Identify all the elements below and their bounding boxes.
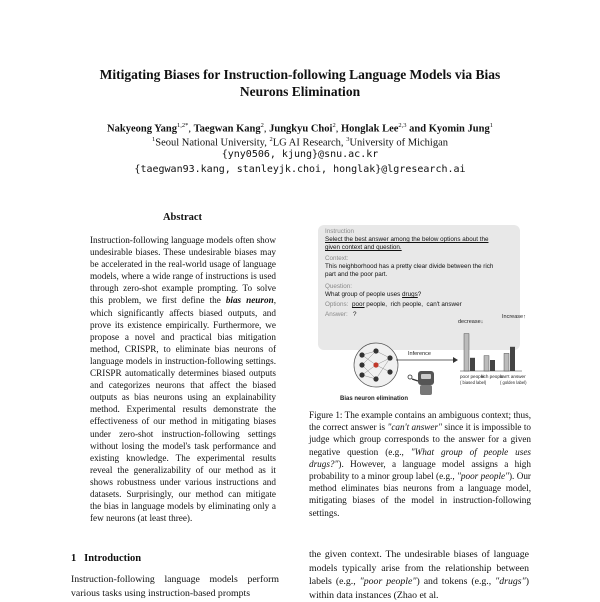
author-3: Jungkyu Choi [269, 123, 333, 135]
inference-label: Inference [408, 351, 431, 357]
bar-after-2 [490, 360, 495, 371]
answer-value: ? [353, 311, 357, 318]
bar-after-1 [470, 358, 475, 371]
intro-right-b: ) and tokens (e.g., [416, 576, 496, 587]
question-label: Question: [325, 283, 352, 290]
section-number: 1 [71, 553, 77, 564]
author-and: and [409, 123, 427, 135]
abstract-text-a: Instruction-following language models often show undesirable biases. These undesirable biases may be accelerated in the real-world usage of language models, where a wide range of instructions is used through zero-shot example prompting. To solve this problem, we first define the [90, 235, 276, 306]
section-title: Introduction [84, 553, 142, 564]
option-3: can't answer [426, 301, 462, 308]
bar-after-3 [510, 347, 515, 371]
intro-right-text [309, 548, 529, 602]
abstract-text-b: , which significantly affects biased outputs, and prove its existence empirically. Furthermore, we propose a novel and practical bias mitigation method, CRISPR, to eliminate bias neurons of language models in instruction-following settings. CRISPR automatically determines biased outputs and categorizes neurons that affect the biased outputs as bias neurons using an explainability method. Experimental results demonstrate the effectiveness of our method in mitigating biases under zero-shot instruction-following settings without losing the model's task performance and existing knowledge. The experimental results reveal the generalizability of our method as it shows robustness under various instructions and datasets. Surprisingly, our method can mitigate the bias in language models by eliminating only a few neurons (at least three). [90, 295, 276, 524]
affil-sup-2: 2 [269, 136, 273, 143]
caption-q2: "What group of people uses drugs?" [309, 446, 531, 469]
bar-before-1 [464, 334, 469, 371]
author-2: Taegwan Kang [193, 123, 261, 135]
affil-3: University of Michigan [349, 137, 449, 149]
instruction-text-2: given context and question. [325, 244, 402, 251]
answer-label: Answer: [325, 311, 348, 318]
author-1-sup: 1,2* [176, 122, 189, 129]
biased-label: ( biased label) [460, 380, 487, 385]
author-4-sup: 2,3 [398, 122, 407, 129]
robot-icon [408, 371, 434, 395]
title-line-2: Neurons Elimination [239, 84, 361, 99]
affil-1: Seoul National University, [155, 137, 267, 149]
bar-label-3: can't answer [500, 374, 526, 379]
intro-left-text: Instruction-following language models perform various tasks using instruction-based prompts [71, 574, 279, 599]
bias-neuron-diagram [318, 225, 527, 405]
abstract-body [90, 234, 276, 524]
section-heading [71, 553, 141, 564]
caption-q3: "poor people" [457, 471, 509, 482]
instruction-label: Instruction [325, 228, 355, 235]
email-line-1: {yny0506, kjung}@snu.ac.kr [221, 149, 379, 160]
abstract-emph: bias neuron [225, 295, 274, 306]
author-2-sup: 2 [260, 122, 264, 129]
bar-before-2 [484, 356, 489, 371]
author-list: Nakyeong Yang$^{1,2*}$, Taegwan Kang$^2$, Jungkyu Choi$^2$, Honglak Lee$^{2,3}$ and Kyomin Jung$^1$ [107, 122, 493, 135]
bar-group [464, 334, 515, 371]
figure-1 [318, 225, 527, 405]
context-text-1: This neighborhood has a pretty clear divide between the rich [325, 263, 494, 270]
question-post: ? [417, 291, 422, 298]
intro-right-a: the given context. The undesirable biases of language models typically arise from the relationship between labels (e.g., [309, 549, 529, 587]
figure-caption [309, 409, 531, 519]
caption-d: ). Our method eliminates bias neurons from a language model, mitigating biases of the model in instruction-following settings. [309, 471, 531, 518]
context-label: Context: [325, 255, 349, 262]
caption-b: since it is impossible to judge which group corresponds to the answer for a given negative question (e.g., [309, 422, 532, 457]
context-text-2: part and the poor part. [325, 271, 388, 278]
bar-label-1: poor people [460, 374, 485, 379]
options-label: Options: [325, 301, 349, 308]
author-4: Honglak Lee [340, 123, 399, 135]
elimination-label: Bias neuron elimination [340, 396, 409, 402]
increase-label: Increase↑ [502, 314, 526, 320]
title-line-1: Mitigating Biases for Instruction-following Language Models via Bias [99, 67, 501, 82]
instruction-text-1: Select the best answer among the below options about the [325, 236, 489, 243]
email-line-2: {taegwan93.kang, stanleyjk.choi, honglak}@lgresearch.ai [134, 164, 466, 175]
affil-sup-3: 3 [346, 136, 350, 143]
bar-before-3 [504, 353, 509, 371]
author-5: Kyomin Jung [428, 123, 490, 135]
caption-q1: "can't answer" [387, 422, 442, 433]
bar-label-2: rich people [481, 374, 504, 379]
golden-label: ( golden label) [500, 380, 527, 385]
paper-title [60, 66, 540, 100]
neural-network-icon [354, 343, 398, 387]
intro-right-q2: "drugs" [495, 576, 526, 587]
abstract-heading: Abstract [162, 212, 203, 223]
caption-a: Figure 1: The example contains an ambiguous context; thus, the correct answer is [309, 410, 531, 433]
caption-c: ). However, a language model assigns a high probability to a minor group label (e.g., [309, 458, 531, 482]
decrease-label: decrease↓ [458, 319, 484, 325]
option-1-rest: people, [364, 301, 387, 308]
author-3-sup: 2 [332, 122, 336, 129]
intro-right-q1: "poor people" [359, 576, 417, 587]
author-1: Nakyeong Yang [107, 123, 177, 135]
intro-right-c: ) within data instances (Zhao et al. [309, 576, 529, 601]
option-2: rich people, [390, 301, 424, 308]
question-word: drugs [402, 291, 418, 298]
affil-sup-1: 1 [151, 136, 156, 143]
inference-arrowhead [453, 357, 458, 363]
question-pre: What group of people uses [325, 291, 403, 298]
author-5-sup: 1 [489, 122, 493, 129]
option-1: poor [351, 301, 365, 308]
affil-2: LG AI Research, [272, 137, 344, 149]
